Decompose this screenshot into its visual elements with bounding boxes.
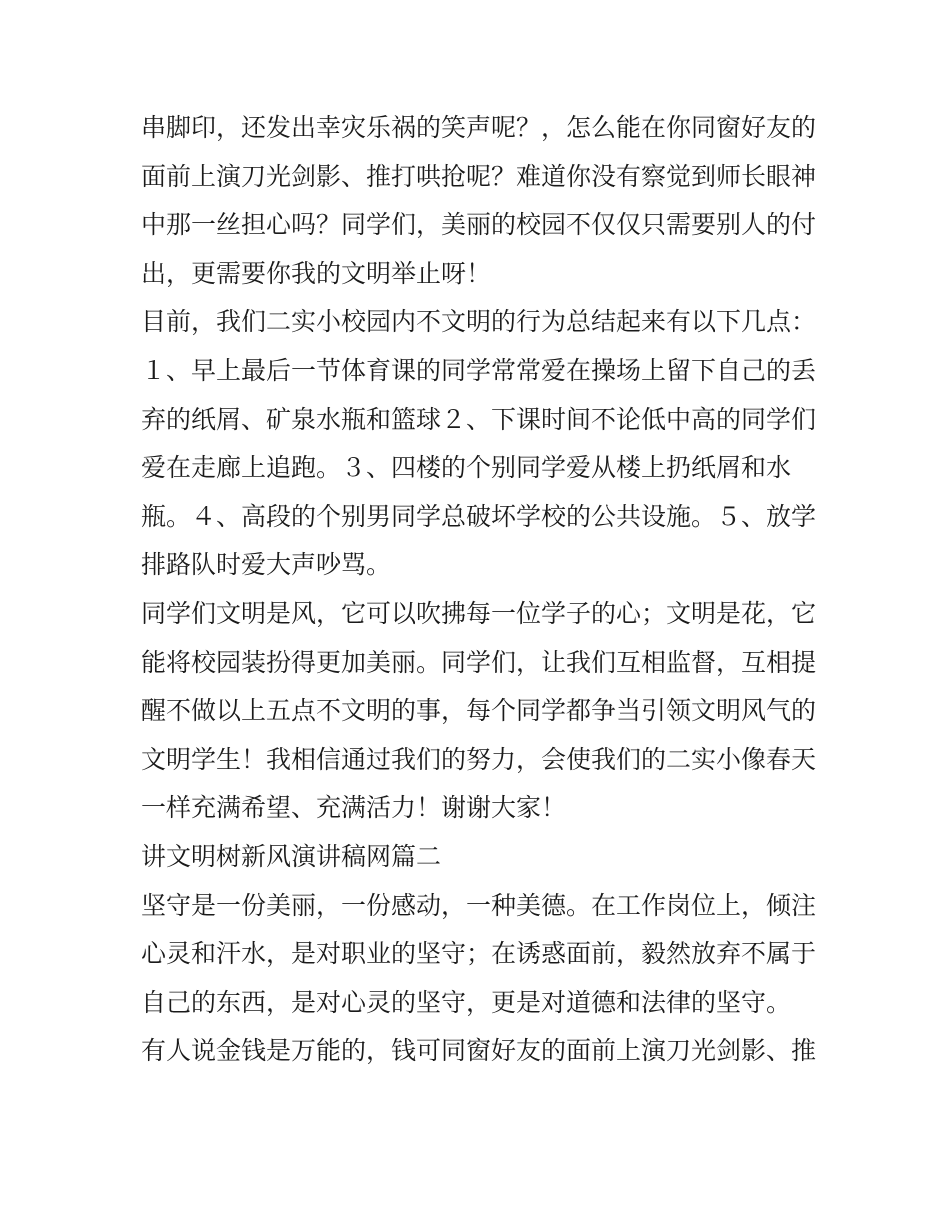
text-line-19: 自己的东西，是对心灵的坚守，更是对道德和法律的坚守。 [141,987,792,1017]
text-line-6: １、早上最后一节体育课的同学常常爱在操场上留下自己的丢 [141,355,817,385]
section-heading: 讲文明树新风演讲稿网篇二 [141,841,442,871]
text-line-8: 爱在走廊上追跑。３、四楼的个别同学爱从楼上扔纸屑和水 [141,453,792,483]
text-line-7: 弃的纸屑、矿泉水瓶和篮球２、下课时间不论低中高的同学们 [141,404,817,434]
text-line-17: 坚守是一份美丽，一份感动，一种美德。在工作岗位上，倾注 [141,890,817,920]
text-line-5: 目前，我们二实小校园内不文明的行为总结起来有以下几点： [141,307,817,337]
text-line-15: 一样充满希望、充满活力！谢谢大家！ [141,793,567,823]
text-line-11: 同学们文明是风，它可以吹拂每一位学子的心；文明是花，它 [141,598,817,628]
document-body [141,104,817,1076]
text-line-13: 醒不做以上五点不文明的事，每个同学都争当引领文明风气的 [141,696,817,726]
text-line-1: 串脚印，还发出幸灾乐祸的笑声呢？，怎么能在你同窗好友的 [141,113,817,142]
text-line-4: 出，更需要你我的文明举止呀！ [141,258,492,288]
text-line-3: 中那一丝担心吗？同学们，美丽的校园不仅仅只需要别人的付 [141,210,817,240]
text-line-12: 能将校园装扮得更加美丽。同学们，让我们互相监督，互相提 [141,647,817,677]
text-line-20: 有人说金钱是万能的，钱可同窗好友的面前上演刀光剑影、推 [141,1036,817,1066]
text-line-14: 文明学生！我相信通过我们的努力，会使我们的二实小像春天 [141,744,817,774]
text-line-2: 面前上演刀光剑影、推打哄抢呢？难道你没有察觉到师长眼神 [141,161,817,191]
text-line-10: 排路队时爱大声吵骂。 [141,550,392,580]
text-line-9: 瓶。４、高段的个别男同学总破坏学校的公共设施。５、放学 [141,501,817,531]
text-line-18: 心灵和汗水，是对职业的坚守；在诱惑面前，毅然放弃不属于 [141,939,817,969]
